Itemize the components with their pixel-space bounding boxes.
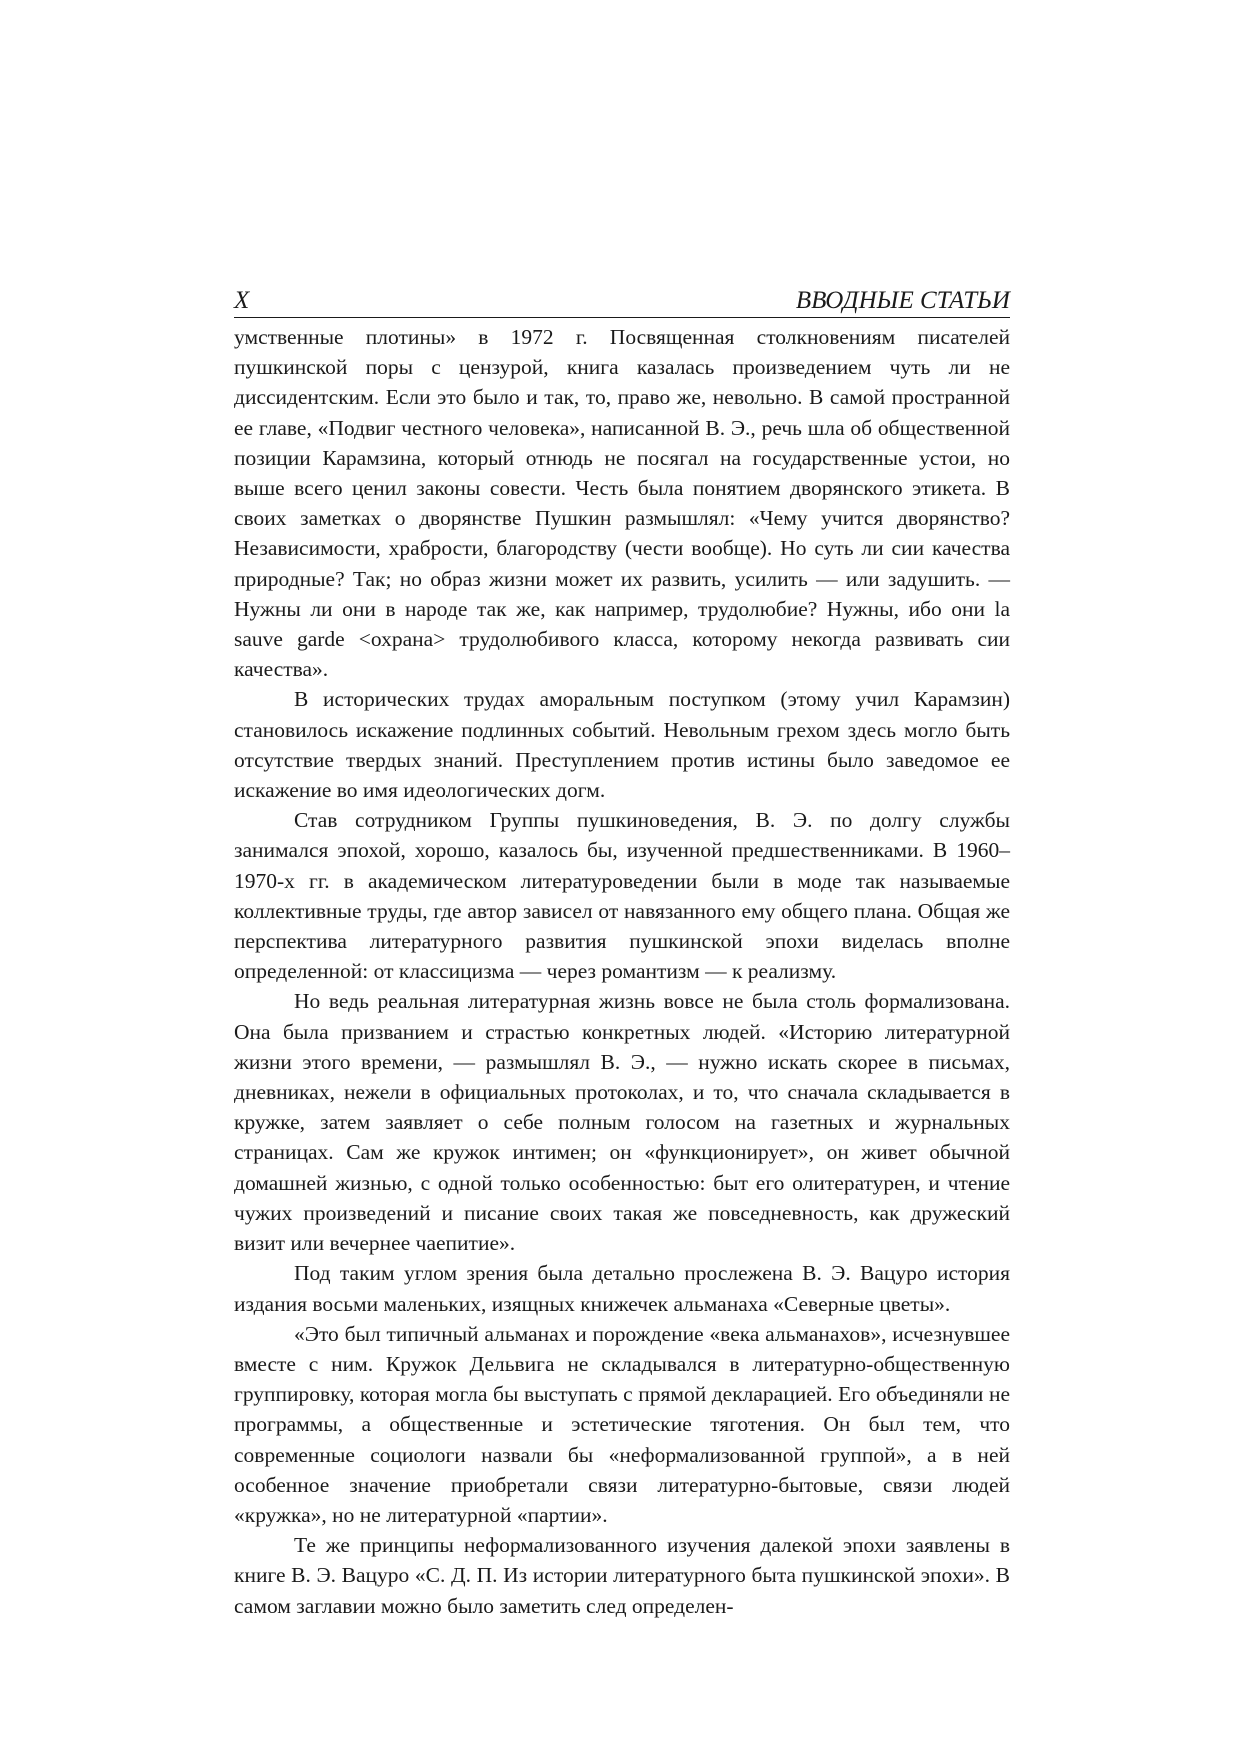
book-page (234, 287, 1010, 1621)
paragraph: умственные плотины» в 1972 г. Посвященная столкновениям писателей пушкинской поры с цензурой, книга казалась произведением чуть ли не диссидентским. Если это было и так, то, право же, невольно. В самой пространной ее главе, «Подвиг честного человека», написанной В. Э., речь шла об общественной позиции Карамзина, который отнюдь не посягал на государственные устои, но выше всего ценил законы совести. Честь была понятием дворянского этикета. В своих заметках о дворянстве Пушкин размышлял: «Чему учится дворянство? Независимости, храбрости, благородству (чести вообще). Но суть ли сии качества природные? Так; но образ жизни может их развить, усилить — или задушить. — Нужны ли они в народе так же, как например, трудолюбие? Нужны, ибо они la sauve garde <охрана> трудолюбивого класса, которому некогда развивать сии качества». (234, 325, 1010, 682)
paragraph: Став сотрудником Группы пушкиноведения, В. Э. по долгу службы занимался эпохой, хорошо, казалось бы, изученной предшественниками. В 1960–1970-х гг. в академическом литературоведении были в моде так называемые коллективные труды, где автор зависел от навязанного ему общего плана. Общая же перспектива литературного развития пушкинской эпохи виделась вполне определенной: от классицизма — через романтизм — к реализму. (234, 808, 1010, 984)
running-head (234, 287, 1010, 318)
section-title: ВВОДНЫЕ СТАТЬИ (795, 287, 1010, 314)
body-text (234, 322, 1010, 1621)
page-number: X (234, 287, 250, 314)
paragraph: Под таким углом зрения была детально прослежена В. Э. Вацуро история издания восьми маленьких, изящных книжечек альманаха «Северные цветы». (234, 1261, 1010, 1316)
paragraph: Те же принципы неформализованного изучения далекой эпохи заявлены в книге В. Э. Вацуро «С. Д. П. Из истории литературного быта пушкинской эпохи». В самом заглавии можно было заметить след определен- (234, 1533, 1010, 1618)
paragraph: «Это был типичный альманах и порождение «века альманахов», исчезнувшее вместе с ним. Кружок Дельвига не складывался в литературно-общественную группировку, которая могла бы выступать с прямой декларацией. Его объединяли не программы, а общественные и эстетические тяготения. Он был тем, что современные социологи назвали бы «неформализованной группой», а в ней особенное значение приобретали связи литературно-бытовые, связи людей «кружка», но не литературной «партии». (234, 1321, 1010, 1527)
paragraph: Но ведь реальная литературная жизнь вовсе не была столь формализована. Она была призванием и страстью конкретных людей. «Историю литературной жизни этого времени, — размышлял В. Э., — нужно искать скорее в письмах, дневниках, нежели в официальных протоколах, и то, что сначала складывается в кружке, затем заявляет о себе полным голосом на газетных и журнальных страницах. Сам же кружок интимен; он «функционирует», он живет обычной домашней жизнью, с одной только особенностью: быт его олитературен, и чтение чужих произведений и писание своих такая же повседневность, как дружеский визит или вечернее чаепитие». (234, 989, 1010, 1256)
paragraph: В исторических трудах аморальным поступком (этому учил Карамзин) становилось искажение подлинных событий. Невольным грехом здесь могло быть отсутствие твердых знаний. Преступлением против истины было заведомое ее искажение во имя идеологических догм. (234, 687, 1010, 803)
